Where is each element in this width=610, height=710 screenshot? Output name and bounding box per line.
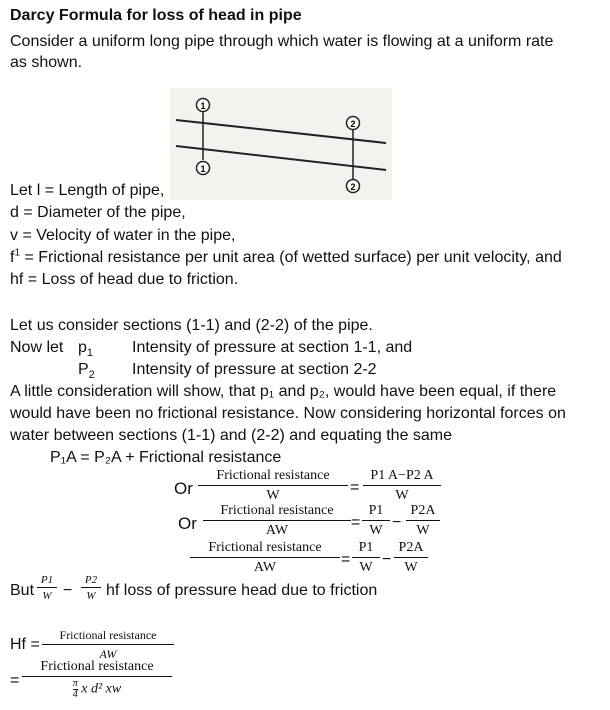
section-2-bottom-marker	[347, 180, 360, 193]
hf-fraction-2: Frictional resistance $\frac{\pi}{4}$ x d² xw	[22, 659, 172, 700]
force-balance: P₁A = P₂A + Frictional resistance	[50, 449, 282, 466]
but-tail: hf loss of pressure head due to friction	[106, 582, 378, 599]
intro-line-1: Consider a uniform long pipe through which water is flowing at a uniform rate	[10, 33, 554, 50]
eq3-p1-fraction: $\frac{P1}{W}$	[352, 540, 380, 576]
section-1-bottom-marker	[197, 162, 210, 175]
eq2-minus: −	[392, 514, 402, 531]
eq1-lhs-fraction: Frictional resistance W	[198, 468, 348, 504]
eq3-p2a-fraction: $\frac{P2A}{W}$	[394, 540, 428, 576]
eq1-rhs-fraction: $\frac{P1 A-P2 A}{W}$	[363, 468, 441, 504]
eq3-minus: −	[382, 551, 392, 568]
def-friction: $f^1$ = Frictional resistance per unit area (of wetted surface) per unit velocity, and	[10, 247, 562, 266]
hf-equals: =	[10, 672, 20, 689]
svg-text:2: 2	[350, 182, 356, 192]
but-p2-fraction: $\frac{P2}{W}$	[81, 574, 101, 602]
pipe-figure	[170, 88, 392, 200]
hf-fraction-1: Frictional resistance AW	[42, 628, 174, 662]
eq2-p1-fraction: $\frac{P1}{W}$	[362, 503, 390, 539]
svg-text:1: 1	[200, 101, 206, 111]
eq2-or: Or	[178, 514, 197, 533]
def-length: Let l = Length of pipe,	[10, 182, 165, 199]
but-word: But	[10, 582, 35, 599]
hf-lhs: Hf =	[10, 636, 40, 653]
svg-text:2: 2	[350, 119, 356, 129]
eq1-or: Or	[174, 479, 193, 498]
eq2-p2a-fraction: $\frac{P2A}{W}$	[406, 503, 440, 539]
def-head-loss: hf = Loss of head due to friction.	[10, 271, 239, 288]
def-diameter: d = Diameter of the pipe,	[10, 204, 186, 221]
hf-fraction-2-denominator: $\frac{\pi}{4}$ x d² xw	[72, 678, 122, 700]
but-p1-fraction: $\frac{P1}{W}$	[37, 574, 57, 602]
eq3-lhs-fraction: Frictional resistance AW	[190, 540, 340, 576]
eq2-equals: =	[351, 514, 361, 531]
eq2-lhs-fraction: Frictional resistance AW	[203, 503, 351, 539]
but-minus: −	[63, 582, 73, 599]
section-1-top-marker	[197, 99, 210, 112]
now-let-p1: Now let $p_1$ Intensity of pressure at section 1-1, and	[10, 339, 413, 360]
eq1-equals: =	[350, 479, 360, 496]
heading: Darcy Formula for loss of head in pipe	[10, 7, 302, 24]
def-velocity: v = Velocity of water in the pipe,	[10, 227, 236, 244]
consider-sections: Let us consider sections (1-1) and (2-2) of the pipe.	[10, 317, 373, 334]
eq3-equals: =	[341, 551, 351, 568]
intro-line-2: as shown.	[10, 54, 83, 71]
paragraph-line-2: would have been no frictional resistance. Now considering horizontal forces on	[10, 405, 566, 422]
svg-text:1: 1	[200, 164, 206, 174]
document-page: Darcy Formula for loss of head in pipe Consider a uniform long pipe through which water is flowing at a uniform rate as shown. 1 1 2 2 Let l = Length of pipe, d = Diameter of the pipe, v = Velocity of water in the pipe, $f^1$ = Frictional resistance per unit area (of wetted surface) per unit velocity, and hf = Loss of head due to friction. Let us consider sections (1-1) and (2-2) of the pipe. Now let $p_1$ Intensity of pressure at section 1-1, and $P_2$ Intensity of pressure at section 2-2 A little consideration will show, that p₁ and p₂, would have been equal, if there would have been no frictional resistance. Now considering horizontal forces on water between sections (1-1) and (2-2) and equating the same P₁A = P₂A + Frictional resistance Or Frictional resistance W = $\frac{P1 A-P2 A}{W}$ Or Frictional resistance AW = $\frac{P1}{W}$ − $\frac{P2A}{W}$ Frictional resistance AW = $\frac{P1}{W}$ − $\frac{P2A}{W}$ But $\frac{P1}{W}$ − $\frac{P2}{W}$ hf loss of pressure head due to friction Hf = Frictional resistance AW = Frictional resistance $\frac{\pi}{4}$ x d² xw	[10, 7, 566, 700]
pi-over-4: $\frac{\pi}{4}$	[72, 678, 78, 700]
paragraph-line-3: water between sections (1-1) and (2-2) and equating the same	[10, 427, 453, 444]
section-2-top-marker	[347, 117, 360, 130]
paragraph-line-1: A little consideration will show, that p₁ and p₂, would have been equal, if there	[10, 383, 557, 400]
